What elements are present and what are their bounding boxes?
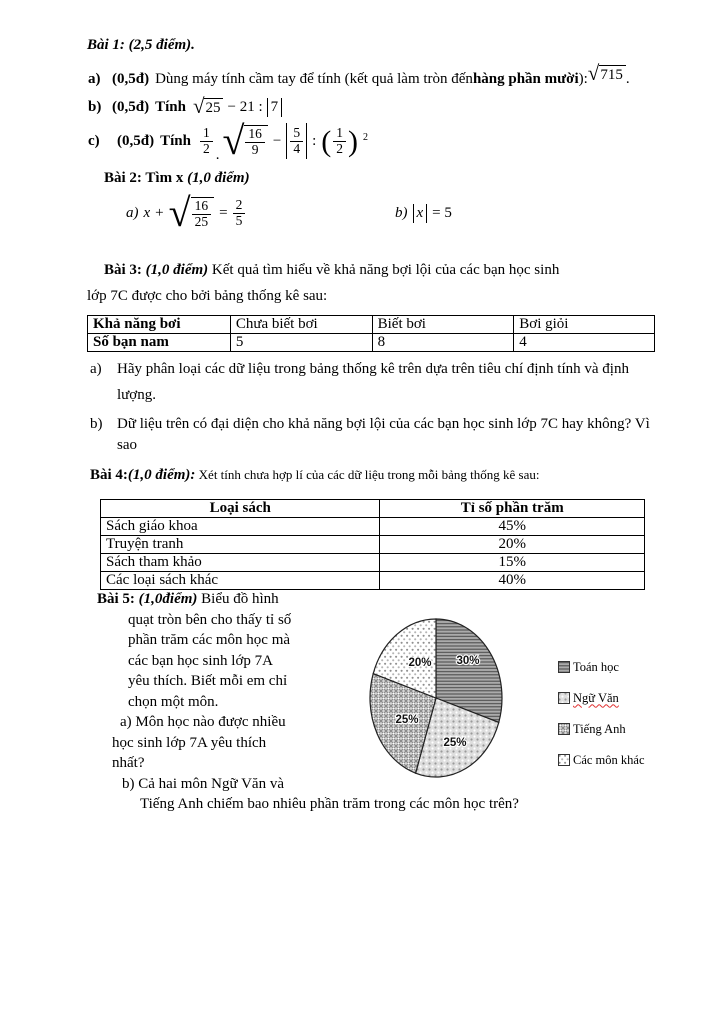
pie-label-toan-hoc: 30% [456, 655, 480, 667]
item-c-label: c) [88, 132, 100, 149]
exercise2-formula-b [395, 190, 452, 236]
pie-label-tieng-anh: 25% [395, 714, 419, 726]
exercise1-item-c [88, 118, 368, 164]
item-a-text: Dùng máy tính cầm tay để tính (kết quả làm tròn đến [155, 70, 473, 87]
percent-cell: 45% [380, 518, 645, 536]
percent-cell: 20% [380, 536, 645, 554]
book-type-cell: Sách giáo khoa [101, 518, 380, 536]
radical-sign: √ [587, 60, 600, 85]
exercise3-item-a [90, 361, 629, 378]
item-b-verb: Tính [155, 98, 186, 115]
question-b-line: b) Cả hai môn Ngữ Văn và [122, 775, 284, 792]
book-type-cell: Truyện tranh [101, 536, 380, 554]
close-paren: ) [348, 124, 359, 158]
abs-7: 7 [267, 98, 283, 117]
item-b-points: (0,5đ) [112, 98, 150, 115]
paragraph-line: yêu thích. Biết mỗi em chỉ [128, 673, 288, 689]
item-b-line1: Dữ liệu trên có đại diện cho khả năng bợi lội của các bạn học sinh lớp 7C hay không? Vì [117, 416, 650, 432]
book-type-cell: Sách tham khảo [101, 554, 380, 572]
legend-label: Toán học [573, 659, 619, 674]
formula-a-label: a) [126, 204, 139, 221]
exponent-2: 2 [363, 131, 369, 143]
item-b-label: b) [88, 98, 102, 115]
question-b-line: Tiếng Anh chiếm bao nhiêu phần trăm trong các môn học trên? [140, 796, 519, 812]
open-paren: ( [321, 124, 332, 158]
legend-swatch-dots-icon [558, 754, 570, 766]
pie-legend [558, 658, 645, 782]
header-cell: Khả năng bơi [88, 316, 231, 334]
percent-cell: 15% [380, 554, 645, 572]
legend-item-tieng-anh [558, 720, 645, 738]
abs-x: x [413, 204, 428, 223]
plus-sign: + [155, 204, 164, 221]
multiplication-dot: . [215, 147, 220, 163]
swim-ability-table [87, 315, 655, 352]
legend-label: Các môn khác [573, 752, 645, 767]
value-cell: 8 [372, 334, 514, 352]
exercise3-intro2: lớp 7C được cho bởi bảng thống kê sau: [87, 288, 328, 304]
table-row [101, 572, 645, 590]
exercise3-points: (1,0 điểm) [145, 262, 209, 278]
paragraph-line: phần trăm các môn học mà [128, 632, 291, 648]
exercise3-item-b-line2: sao [117, 437, 137, 453]
legend-swatch-hlines-icon [558, 661, 570, 673]
exercise5-title: Bài 5: [97, 591, 139, 607]
exercise2-formula-a [126, 190, 245, 236]
item-a-bold-phrase: hàng phần mười [472, 70, 579, 87]
table-row [101, 518, 645, 536]
book-type-table [100, 499, 645, 590]
exercise4-points: (1,0 điểm): [127, 467, 196, 483]
exercise2-heading [104, 170, 250, 187]
fraction-1-2-squared: $\frac{1}{2}$ [333, 126, 346, 156]
header-cell: Biết bơi [372, 316, 514, 334]
item-label: b) [90, 416, 103, 432]
radical-sign: √ [168, 189, 191, 235]
value-cell: 5 [230, 334, 372, 352]
row-label-cell: Số bạn nam [88, 334, 231, 352]
header-cell: Bơi giỏi [514, 316, 655, 334]
sqrt-25: √ 25 [193, 98, 224, 117]
sqrt-16-25 [168, 189, 214, 235]
exercise1-item-a [88, 60, 630, 94]
header-cell: Tỉ số phần trăm [380, 500, 645, 518]
table-row [101, 536, 645, 554]
table-row [101, 554, 645, 572]
exercise5-points: (1,0điểm) [138, 591, 198, 607]
item-b-operators: − 21 : [227, 98, 263, 115]
equals-sign: = [219, 204, 228, 221]
formula-b-label: b) [395, 204, 408, 221]
equals-5: = 5 [432, 204, 452, 221]
exercise4-heading [90, 467, 539, 484]
fraction-16-9: $\frac{16}{9}$ [245, 127, 265, 157]
item-a-points: (0,5đ) [112, 70, 150, 87]
pie-label-ngu-van: 25% [443, 737, 467, 749]
item-label: a) [90, 361, 102, 377]
exercise3-item-b [90, 416, 650, 433]
item-a-text-after: ): [578, 70, 588, 87]
item-a-label: a) [88, 70, 101, 87]
radical-sign: √ [222, 117, 245, 163]
fraction-2-5: $\frac{2}{5}$ [233, 198, 246, 228]
item-c-points: (0,5đ) [117, 132, 155, 149]
exercise4-title: Bài 4: [90, 467, 128, 483]
book-type-cell: Các loại sách khác [101, 572, 380, 590]
fraction-5-4: $\frac{5}{4}$ [290, 126, 303, 156]
sqrt-715: √ 715 [588, 65, 626, 84]
pie-chart [356, 606, 521, 791]
paragraph-line: chọn một môn. [128, 693, 219, 710]
exercise2-title: Bài 2: Tìm x [104, 170, 188, 186]
paragraph-line: các bạn học sinh lớp 7A [128, 652, 273, 669]
legend-label: Ngữ Văn [573, 690, 619, 705]
exercise3-intro1: Kết quả tìm hiểu về khả năng bợi lội của các bạn học sinh [208, 262, 560, 278]
value-cell: 4 [514, 334, 655, 352]
exercise1-item-b [88, 94, 282, 120]
legend-swatch-weave-icon [558, 723, 570, 735]
table-header-row [101, 500, 645, 518]
percent-cell: 40% [380, 572, 645, 590]
item-a-line1: Hãy phân loại các dữ liệu trong bảng thống kê trên dựa trên tiêu chí định tính và định [117, 361, 629, 377]
abs-5-4 [286, 123, 307, 159]
legend-label: Tiếng Anh [573, 721, 626, 736]
table-row [88, 334, 655, 352]
legend-item-toan-hoc [558, 658, 645, 676]
exercise3-heading [104, 262, 559, 279]
exercise4-intro: Xét tính chưa hợp lí của các dữ liệu trong mỗi bảng thống kê sau: [195, 467, 540, 482]
exercise3-title: Bài 3: [104, 262, 146, 278]
pie-label-cac-mon-khac: 20% [408, 657, 432, 669]
question-a-line: học sinh lớp 7A yêu thích [112, 734, 267, 751]
question-a-line: a) Môn học nào được nhiều [120, 714, 286, 730]
variable-x: x [143, 204, 151, 221]
item-c-verb: Tính [160, 132, 191, 149]
minus-sign: − [272, 132, 282, 149]
sqrt-16-9 [222, 117, 267, 163]
exercise1-title: Bài 1: (2,5 điểm). [87, 37, 195, 53]
colon-sign: : [312, 132, 317, 149]
fraction-1-2: $\frac{1}{2}$ [200, 126, 213, 156]
legend-swatch-grid-icon [558, 692, 570, 704]
item-a-period: . [625, 70, 630, 87]
header-cell: Loại sách [101, 500, 380, 518]
paragraph-line: quạt tròn bên cho thấy tỉ số [128, 611, 292, 628]
radical-sign: √ [192, 93, 205, 118]
header-cell: Chưa biết bơi [230, 316, 372, 334]
fraction-16-25: $\frac{16}{25}$ [192, 199, 212, 229]
table-header-row [88, 316, 655, 334]
exercise3-item-a-line2: lượng. [117, 387, 156, 403]
legend-item-ngu-van [558, 689, 645, 707]
legend-item-cac-mon-khac [558, 751, 645, 769]
question-a-line: nhất? [112, 755, 145, 771]
exercise2-points: (1,0 điểm) [187, 170, 250, 186]
exercise5-heading-rest: Biểu đồ hình [197, 591, 279, 607]
